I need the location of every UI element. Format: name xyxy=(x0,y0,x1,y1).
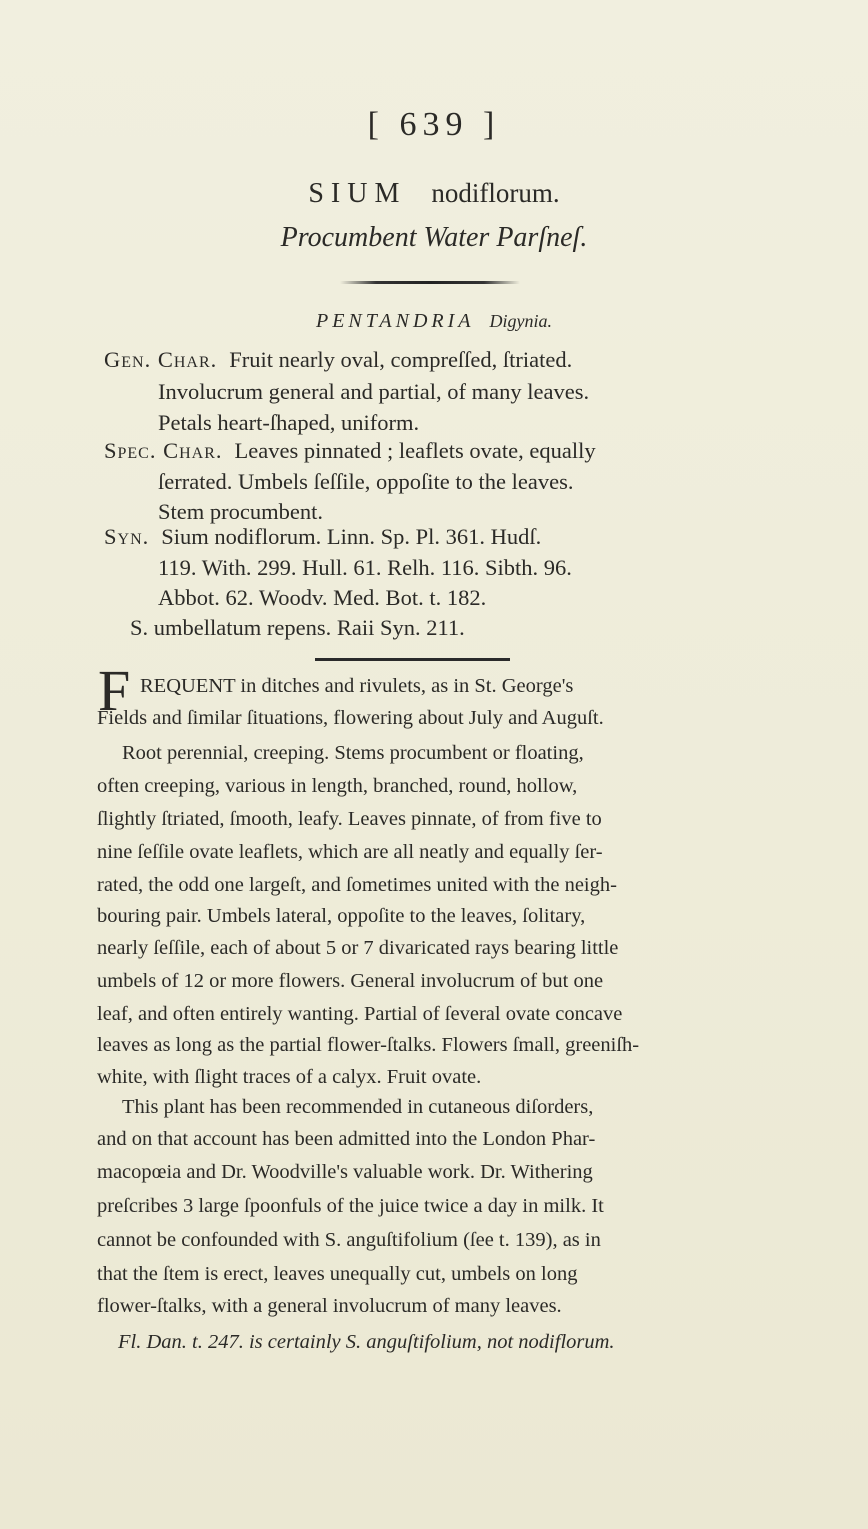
synonyms-text-2: 119. With. 299. Hull. 61. Relh. 116. Sibth. 96. xyxy=(158,555,572,580)
body-line-20: flower-ſtalks, with a general involucrum of many leaves. xyxy=(97,1295,562,1317)
body-line-13: white, with ſlight traces of a calyx. Fruit ovate. xyxy=(97,1066,482,1088)
body-line-6: nine ſeſſile ovate leaflets, which are all neatly and equally ſer- xyxy=(97,841,603,863)
body-line-18: cannot be confounded with S. anguſtifolium (ſee t. 139), as in xyxy=(97,1229,601,1251)
body-line-7: rated, the odd one largeſt, and ſometimes united with the neigh- xyxy=(97,874,617,896)
body-line-8: bouring pair. Umbels lateral, oppoſite to the leaves, ſolitary, xyxy=(97,905,586,927)
gen-char-text-3: Petals heart-ſhaped, uniform. xyxy=(158,410,420,435)
section-rule xyxy=(315,658,510,661)
body-line-17: preſcribes 3 large ſpoonfuls of the juice twice a day in milk. It xyxy=(97,1195,604,1217)
body-line-11: leaf, and often entirely wanting. Partial of ſeveral ovate concave xyxy=(97,1003,623,1025)
body-line-2: Fields and ſimilar ſituations, flowering about July and Auguſt. xyxy=(97,707,604,729)
synonyms-line-1 xyxy=(104,521,541,552)
synonyms-text-1: Sium nodiflorum. Linn. Sp. Pl. 361. Hudſ. xyxy=(161,524,542,549)
body-line-12: leaves as long as the partial flower-ſtalks. Flowers ſmall, greeniſh- xyxy=(97,1034,640,1056)
gen-char-text-2: Involucrum general and partial, of many leaves. xyxy=(158,379,590,404)
order-name: Digynia. xyxy=(489,311,552,331)
body-line-14: This plant has been recommended in cutaneous diſorders, xyxy=(122,1096,594,1118)
drop-cap: F xyxy=(98,658,131,723)
body-line-10: umbels of 12 or more flowers. General involucrum of but one xyxy=(97,970,604,992)
linnaean-classification xyxy=(0,310,868,333)
spec-char-text-2: ſerrated. Umbels ſeſſile, oppoſite to the leaves. xyxy=(158,469,574,494)
synonyms-text-3: Abbot. 62. Woodv. Med. Bot. t. 182. xyxy=(158,585,487,610)
gen-char-line-1 xyxy=(104,344,572,375)
body-line-16: macopœia and Dr. Woodville's valuable work. Dr. Withering xyxy=(97,1161,593,1183)
body-line-21: Fl. Dan. t. 247. is certainly S. anguſtifolium, not nodiflorum. xyxy=(118,1331,615,1353)
spec-char-text-3: Stem procumbent. xyxy=(158,499,323,524)
body-line-9: nearly ſeſſile, each of about 5 or 7 divaricated rays bearing little xyxy=(97,937,619,959)
spec-char-label: Spec. Char. xyxy=(104,438,223,463)
species-title xyxy=(0,178,868,210)
class-name: PENTANDRIA xyxy=(315,310,475,332)
body-line-5: ſlightly ſtriated, ſmooth, leafy. Leaves pinnate, of from five to xyxy=(97,808,602,830)
ornamental-rule xyxy=(340,281,520,284)
spec-char-line-1 xyxy=(104,435,596,466)
body-line-15: and on that account has been admitted into the London Phar- xyxy=(97,1128,596,1150)
body-line-19: that the ſtem is erect, leaves unequally cut, umbels on long xyxy=(97,1263,578,1285)
body-line-1: REQUENT in ditches and rivulets, as in St. George's xyxy=(140,675,574,697)
synonyms-text-4: S. umbellatum repens. Raii Syn. 211. xyxy=(130,615,465,640)
synonyms-label: Syn. xyxy=(104,524,150,549)
page-number: [ 639 ] xyxy=(367,106,501,143)
common-name: Procumbent Water Parſneſ. xyxy=(280,222,588,253)
genus-name: SIUM xyxy=(308,178,407,209)
gen-char-label: Gen. Char. xyxy=(104,347,218,372)
body-line-3: Root perennial, creeping. Stems procumbent or floating, xyxy=(122,742,584,764)
body-line-4: often creeping, various in length, branched, round, hollow, xyxy=(97,775,578,797)
species-epithet: nodiflorum. xyxy=(431,178,560,208)
gen-char-text-1: Fruit nearly oval, compreſſed, ſtriated. xyxy=(229,347,573,372)
spec-char-text-1: Leaves pinnated ; leaflets ovate, equally xyxy=(234,438,596,463)
